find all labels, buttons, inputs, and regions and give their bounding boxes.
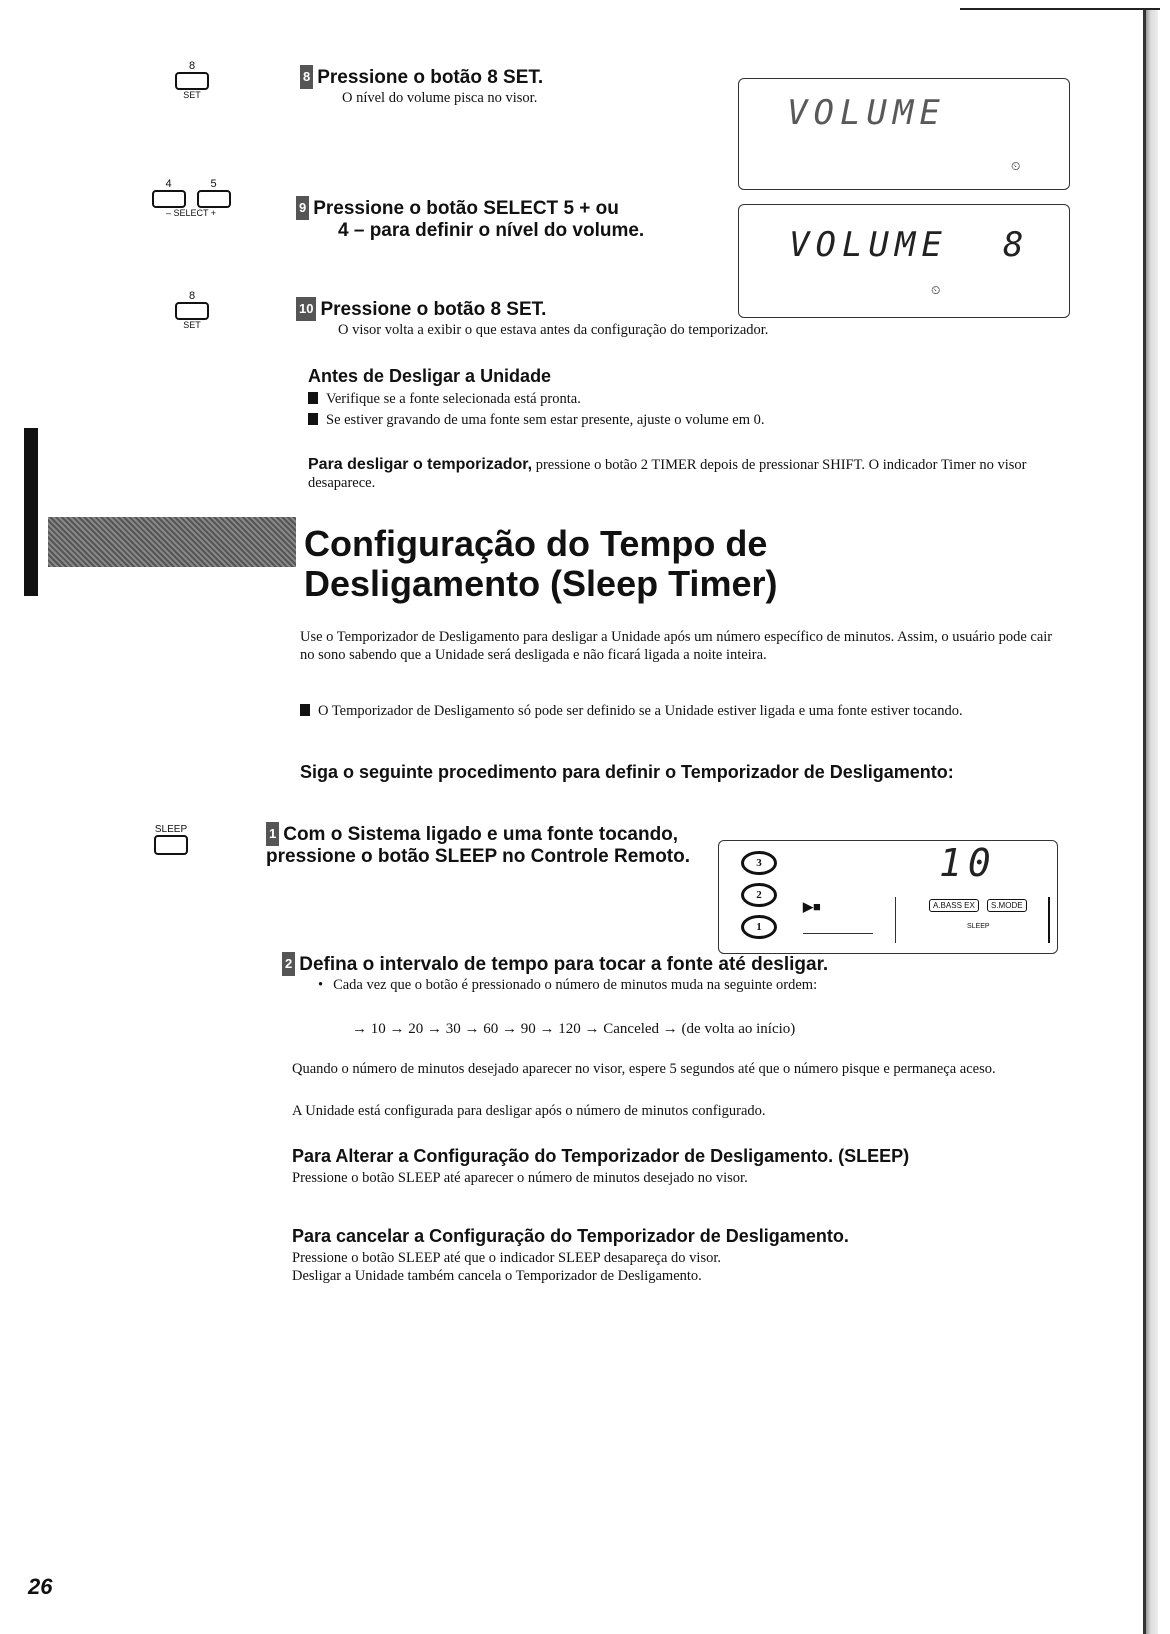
disc-3-icon: 1 xyxy=(741,915,777,939)
procedure-heading: Siga o seguinte procedimento para definir o Temporizador de Desligamento: xyxy=(300,762,954,782)
change-section: Para Alterar a Configuração do Temporizador de Desligamento. (SLEEP) Pressione o botão SLEEP até aparecer o número de minutos desejado no visor. xyxy=(292,1146,910,1186)
before-off-section: Antes de Desligar a Unidade Verifique se a fonte selecionada está pronta. Se estiver gravando de uma fonte sem estar presente, ajuste o volume em 0. xyxy=(308,366,765,428)
button-shape xyxy=(152,190,186,208)
dot-bullet: • xyxy=(318,977,324,993)
sleep-step-1: 1 Com o Sistema ligado e uma fonte tocando, pressione o botão SLEEP no Controle Remoto. xyxy=(266,824,691,867)
after-paragraph-1: Quando o número de minutos desejado aparecer no visor, espere 5 segundos até que o número pisque e permaneça aceso. xyxy=(292,1061,996,1077)
play-indicator: ▶■ xyxy=(803,899,821,914)
button-shape xyxy=(175,72,209,90)
right-edge-line xyxy=(1143,10,1146,1634)
after-paragraph-2: A Unidade está configurada para desligar após o número de minutos configurado. xyxy=(292,1103,766,1119)
right-edge-shadow xyxy=(1146,10,1158,1634)
sleep-step-2: 2 Defina o intervalo de tempo para tocar a fonte até desligar. • Cada vez que o botão é pressionado o número de minutos muda na seguinte ordem: xyxy=(282,952,1022,994)
button-shape xyxy=(154,835,188,855)
lcd-display-volume-blink: VOLUME ⏲ xyxy=(738,78,1070,190)
button-shape xyxy=(197,190,231,208)
timer-icon: ⏲ xyxy=(1011,159,1021,173)
smode-badge: S.MODE xyxy=(987,899,1027,912)
section-band xyxy=(48,517,296,567)
bullet-icon xyxy=(300,704,310,716)
intro-paragraph: Use o Temporizador de Desligamento para desligar a Unidade após um número específico de minutos. Assim, o usuário pode cair no sono sabendo que a Unidade será desligada e não ficará ligada a noite inteira. xyxy=(300,629,1053,663)
cancel-section: Para cancelar a Configuração do Temporizador de Desligamento. Pressione o botão SLEEP até que o indicador SLEEP desapareça do visor. Desligar a Unidade também cancela o Temporizador de Desligamento. xyxy=(292,1226,849,1284)
abass-badge: A.BASS EX xyxy=(929,899,979,912)
minutes-sequence: → 10 → 20 → 30 → 60 → 90 → 120 → Canceled → (de volta ao início) xyxy=(352,1021,796,1037)
section-title: Configuração do Tempo de Desligamento (Sleep Timer) xyxy=(304,523,778,604)
left-edge-tab xyxy=(24,428,38,596)
sleep-button-icon: SLEEP xyxy=(151,824,191,855)
timer-off-note: Para desligar o temporizador, pressione o botão 2 TIMER depois de pressionar SHIFT. O indicador Timer no visor desaparece. xyxy=(308,456,1027,491)
step-9: 9 Pressione o botão SELECT 5 + ou 4 – para definir o nível do volume. xyxy=(296,196,716,242)
lcd-display-sleep: 3 2 1 ▶■ 10 A.BASS EX S.MODE SLEEP xyxy=(718,840,1058,954)
bullet-icon xyxy=(308,413,318,425)
lcd-underline xyxy=(803,933,873,934)
bullet-icon xyxy=(308,392,318,404)
page-number: 26 xyxy=(28,1574,53,1599)
step-8: 8 Pressione o botão 8 SET. O nível do volume pisca no visor. xyxy=(300,65,720,107)
set-button-icon-bottom: 8 SET xyxy=(172,290,212,330)
disc-2-icon: 2 xyxy=(741,883,777,907)
top-rule xyxy=(960,8,1160,10)
button-shape xyxy=(175,302,209,320)
set-button-icon-top: 8 SET xyxy=(172,60,212,100)
step-10: 10 Pressione o botão 8 SET. O visor volta a exibir o que estava antes da configuração do temporizador. xyxy=(296,297,1056,339)
intro-bullet: O Temporizador de Desligamento só pode ser definido se a Unidade estiver ligada e uma fonte estiver tocando. xyxy=(300,702,1060,720)
select-buttons-icon: 4 5 – SELECT + xyxy=(146,178,236,218)
lcd-display-volume-set: VOLUME 8 ⏲ xyxy=(738,204,1070,318)
disc-1-icon: 3 xyxy=(741,851,777,875)
timer-icon: ⏲ xyxy=(931,283,941,297)
sleep-indicator: SLEEP xyxy=(967,923,990,930)
